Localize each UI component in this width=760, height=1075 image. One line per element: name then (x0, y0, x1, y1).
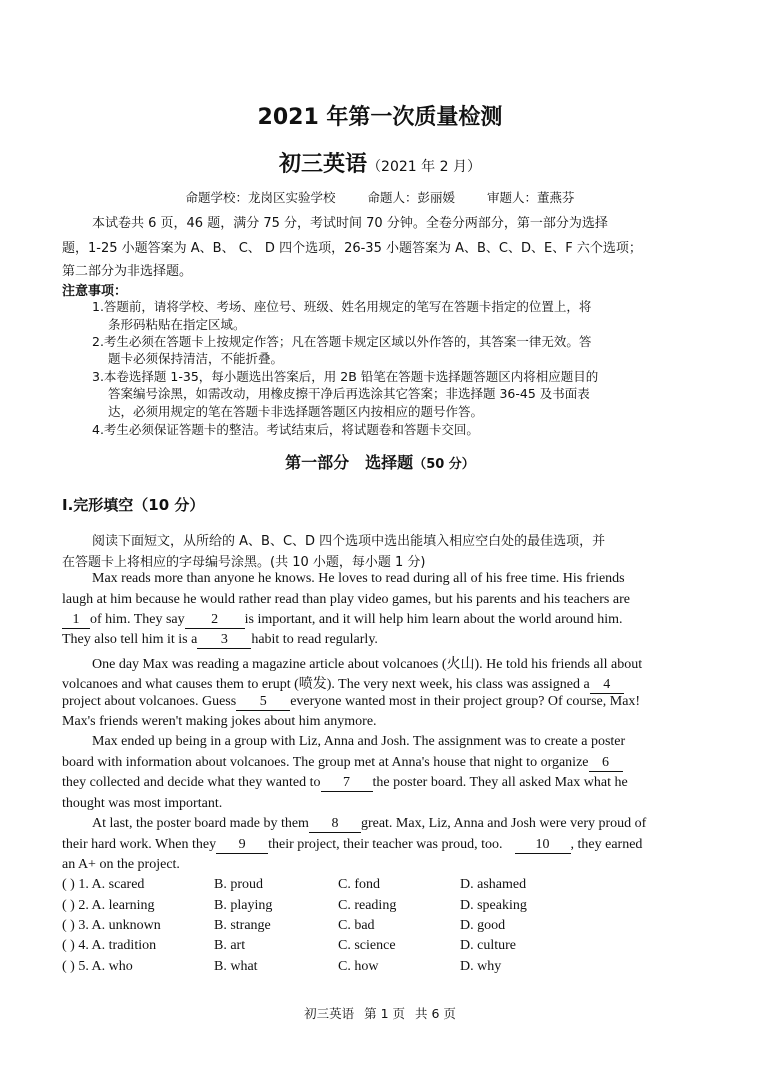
instruction-line-1: 阅读下面短文，从所给的 A、B、C、D 四个选项中选出能填入相应空白处的最佳选项，并 (92, 534, 606, 549)
option-b: B. what (214, 959, 258, 974)
blank-7: 7 (321, 776, 373, 792)
notice-item-3: 3.本卷选择题 1-35，每小题选出答案后，用 2B 铅笔在答题卡选择题答题区内将相应题目的 (92, 369, 599, 384)
passage-line: laugh at him because he would rather read than play video games, but his parents and his teachers are (62, 592, 630, 607)
option-c: C. science (338, 938, 396, 953)
option-c: C. fond (338, 877, 380, 892)
reviewer-label: 审题人：董燕芬 (486, 190, 575, 205)
passage-line: project about volcanoes. Guess 5 everyone wanted most in their project group? Of course, Max! (62, 694, 641, 709)
passage-line: 1 of him. They say 2 is important, and it will help him learn about the world around him. (62, 612, 623, 629)
notice-item-2-cont: 题卡必须保持清洁，不能折叠。 (108, 351, 284, 366)
blank-6: 6 (589, 756, 623, 772)
blank-9: 9 (216, 838, 268, 854)
section-title (0, 450, 760, 473)
part1-title: I.完形填空（10 分） (62, 496, 205, 514)
blank-2: 2 (185, 613, 245, 629)
option-b: B. art (214, 938, 246, 953)
passage-line: Max ended up being in a group with Liz, Anna and Josh. The assignment was to create a poster (92, 734, 626, 749)
exam-date: （2021 年 2 月） (367, 159, 481, 175)
option-c: C. bad (338, 918, 375, 933)
question-stem: ( ) 5. A. who (62, 959, 133, 974)
question-stem: ( ) 2. A. learning (62, 898, 155, 913)
passage-line: Max's friends weren't making jokes about him anymore. (62, 714, 377, 729)
passage-line: board with information about volcanoes. The group met at Anna's house that night to organize 6 (62, 755, 623, 772)
section-name: 第一部分 选择题 (285, 453, 414, 472)
section-points: （50 分） (413, 457, 475, 472)
notice-item-2: 2.考生必须在答题卡上按规定作答；凡在答题卡规定区域以外作答的，其答案一律无效。答 (92, 334, 592, 349)
passage-line: an A+ on the project. (62, 857, 180, 872)
question-stem: ( ) 1. A. scared (62, 877, 145, 892)
passage-line: volcanoes and what causes them to erupt (喷发). The very next week, his class was assigned a 4 (62, 673, 624, 694)
blank-4: 4 (590, 678, 624, 694)
notice-item-3-cont-1: 答案编号涂黑，如需改动，用橡皮擦干净后再选涂其它答案；非选择题 36-45 及书面表 (108, 386, 590, 401)
question-row (62, 938, 702, 956)
passage-line: One day Max was reading a magazine article about volcanoes (火山). He told his friends all about (92, 657, 643, 672)
passage-line: their hard work. When they 9 their project, their teacher was proud, too. 10 , they earned (62, 837, 643, 852)
instruction-line-2: 在答题卡上将相应的字母编号涂黑。(共 10 小题，每小题 1 分) (62, 555, 426, 570)
blank-3: 3 (197, 633, 251, 649)
footer-subject: 初三英语 (304, 1006, 355, 1021)
option-c: C. how (338, 959, 379, 974)
author-label: 命题人：彭丽媛 (367, 190, 455, 205)
option-d: D. speaking (460, 898, 527, 913)
option-c: C. reading (338, 898, 397, 913)
option-d: D. good (460, 918, 506, 933)
question-stem: ( ) 4. A. tradition (62, 938, 157, 953)
question-row (62, 877, 702, 895)
school-label: 命题学校：龙岗区实验学校 (185, 190, 336, 205)
blank-5: 5 (236, 695, 290, 711)
question-stem: ( ) 3. A. unknown (62, 918, 161, 933)
question-row (62, 898, 702, 916)
option-d: D. ashamed (460, 877, 527, 892)
exam-meta (0, 188, 760, 206)
option-b: B. strange (214, 918, 271, 933)
page-footer (0, 1004, 760, 1022)
footer-total-pages: 共 6 页 (414, 1006, 456, 1021)
passage-line: thought was most important. (62, 796, 223, 811)
option-b: B. playing (214, 898, 273, 913)
exam-title: 2021 年第一次质量检测 (257, 105, 503, 130)
footer-page-number: 第 1 页 (364, 1006, 405, 1021)
option-d: D. culture (460, 938, 516, 953)
intro-line-3: 第二部分为非选择题。 (62, 264, 193, 279)
blank-8: 8 (309, 817, 361, 833)
option-d: D. why (460, 959, 502, 974)
notice-heading: 注意事项： (62, 284, 128, 299)
passage-line: They also tell him it is a 3 habit to read regularly. (62, 632, 378, 647)
blank-1: 1 (62, 613, 90, 629)
blank-10: 10 (515, 838, 571, 854)
intro-line-1: 本试卷共 6 页，46 题，满分 75 分，考试时间 70 分钟。全卷分两部分，第一部分为选择 (92, 216, 608, 231)
notice-item-3-cont-2: 达，必须用规定的笔在答题卡非选择题答题区内按相应的题号作答。 (108, 404, 484, 419)
passage-line: Max reads more than anyone he knows. He loves to read during all of his free time. His friends (92, 571, 625, 586)
intro-line-2: 题，1-25 小题答案为 A、B、 C、 D 四个选项，26-35 小题答案为 A、B、C、D、E、F 六个选项； (62, 241, 642, 256)
notice-item-4: 4.考生必须保证答题卡的整洁。考试结束后，将试题卷和答题卡交回。 (92, 422, 479, 437)
exam-subtitle (0, 147, 760, 178)
subject-title: 初三英语 (279, 152, 368, 177)
notice-item-1-cont: 条形码粘贴在指定区域。 (108, 317, 246, 332)
notice-item-1: 1.答题前，请将学校、考场、座位号、班级、姓名用规定的笔写在答题卡指定的位置上，将 (92, 299, 592, 314)
question-row (62, 959, 702, 977)
passage-line: they collected and decide what they wanted to 7 the poster board. They all asked Max what he (62, 775, 628, 790)
question-row (62, 918, 702, 936)
passage-line: At last, the poster board made by them 8 great. Max, Liz, Anna and Josh were very proud of (92, 816, 647, 831)
option-b: B. proud (214, 877, 263, 892)
